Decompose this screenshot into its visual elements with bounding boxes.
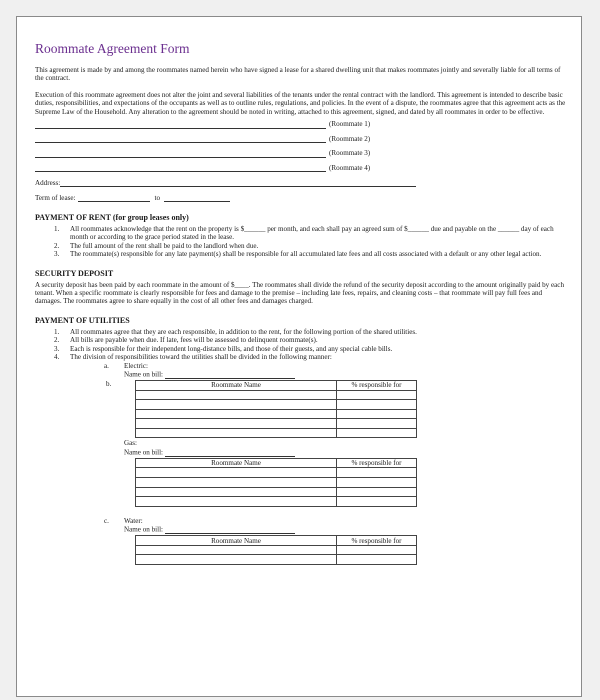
rent-item-3-text: The roommate(s) responsible for any late payment(s) shall be responsible for all accumulated late fees and all costs associated with a default or any other legal action. xyxy=(70,250,542,259)
electric-section xyxy=(35,362,570,379)
water-table xyxy=(135,535,417,565)
table-cell[interactable] xyxy=(337,409,417,419)
utilities-item-2 xyxy=(35,336,570,344)
document-content xyxy=(35,41,570,565)
water-name-label: Name on bill: xyxy=(124,525,164,534)
table-cell[interactable] xyxy=(136,428,337,438)
table-row xyxy=(136,555,417,565)
gas-name-label: Name on bill: xyxy=(124,448,164,457)
rent-item-1-text: All roommates acknowledge that the rent on the property is $______ per month, and each shall pay an agreed sum of $______ due and payable on the ______ day of each month or according to the grace period stated in the lease. xyxy=(70,225,554,242)
security-text: A security deposit has been paid by each roommate in the amount of $____. The roommates shall divide the refund of the security deposit according to the amount originally paid by each tenant. When a specific roommate is clearly responsible for fees and damage to the premise – including late fees, repairs, and cleaning costs – that roommate will pay full fees and damages. The roommates agree to share equally in the cost of all other fees and damages charged. xyxy=(35,280,564,306)
table-row xyxy=(136,409,417,419)
table-row xyxy=(136,545,417,555)
term-row xyxy=(35,187,570,202)
rent-item-3-number: 3. xyxy=(54,250,60,259)
roommate-4-label: (Roommate 4) xyxy=(329,163,371,172)
table-cell[interactable] xyxy=(136,478,337,488)
table-cell[interactable] xyxy=(136,468,337,478)
gas-label: Gas: xyxy=(124,439,138,448)
electric-name-label: Name on bill: xyxy=(124,370,164,379)
utilities-item-2-number: 2. xyxy=(54,336,60,345)
col-roommate-name: Roommate Name xyxy=(136,458,337,468)
b-letter: b. xyxy=(106,379,112,388)
term-end-field[interactable] xyxy=(164,192,230,202)
utilities-item-3-number: 3. xyxy=(54,344,60,353)
security-heading: SECURITY DEPOSIT xyxy=(35,268,114,278)
table-cell[interactable] xyxy=(337,497,417,507)
roommate-4-field[interactable] xyxy=(35,162,326,172)
table-cell[interactable] xyxy=(136,555,337,565)
intro-paragraph-2: Execution of this roommate agreement does not alter the joint and several liabilities of the tenants under the rental contract with the landlord. This agreement is intended to describe basic duties, responsibilities, and expectations of the occupants as well as to outline rules, regulations, and policies. In the event of a dispute, the roommates agree that this agreement acts as the Supreme Law of the Household. Any alteration to the agreement should be noted in writing, attached to this agreement, signed, and dated by all roommates in order to be effective. xyxy=(35,90,566,116)
term-to-label: to xyxy=(154,193,161,202)
table-cell[interactable] xyxy=(337,545,417,555)
table-cell[interactable] xyxy=(136,497,337,507)
water-section xyxy=(35,517,570,534)
table-row xyxy=(136,487,417,497)
roommate-4-row xyxy=(35,158,570,173)
utilities-item-4-text: The division of responsibilities toward the utilities shall be divided in the following manner: xyxy=(70,353,332,362)
electric-name-field[interactable] xyxy=(165,370,295,379)
table-row xyxy=(136,419,417,429)
table-cell[interactable] xyxy=(337,390,417,400)
table-cell[interactable] xyxy=(337,428,417,438)
table-cell[interactable] xyxy=(136,409,337,419)
address-field[interactable] xyxy=(60,177,416,187)
table-cell[interactable] xyxy=(136,545,337,555)
roommate-1-field[interactable] xyxy=(35,119,326,129)
term-start-field[interactable] xyxy=(78,192,150,202)
address-label: Address: xyxy=(35,178,61,187)
document-page xyxy=(16,16,582,697)
roommate-3-label: (Roommate 3) xyxy=(329,149,371,158)
gas-name-row xyxy=(124,448,570,457)
roommate-2-row xyxy=(35,129,570,144)
table-row xyxy=(136,478,417,488)
roommate-3-field[interactable] xyxy=(35,148,326,158)
gas-name-field[interactable] xyxy=(165,448,295,457)
rent-item-2-text: The full amount of the rent shall be paid to the landlord when due. xyxy=(70,241,259,250)
intro-paragraph-1: This agreement is made by and among the roommates named herein who have signed a lease for a shared dwelling unit that makes roommates jointly and severally liable for all terms of the contract. xyxy=(35,66,561,83)
rent-list xyxy=(35,225,570,259)
utilities-item-1 xyxy=(35,328,570,336)
electric-table-wrap xyxy=(35,380,570,439)
rent-item-1-number: 1. xyxy=(54,225,60,234)
page-title: Roommate Agreement Form xyxy=(35,41,190,56)
table-cell[interactable] xyxy=(337,555,417,565)
table-cell[interactable] xyxy=(337,468,417,478)
table-row xyxy=(136,400,417,410)
roommate-2-label: (Roommate 2) xyxy=(329,134,371,143)
table-header-row xyxy=(136,536,417,546)
table-header-row xyxy=(136,458,417,468)
utilities-item-2-text: All bills are payable when due. If late, fees will be assessed to delinquent roommate(s). xyxy=(70,336,318,345)
address-row xyxy=(35,172,570,187)
col-percent: % responsible for xyxy=(337,536,417,546)
col-roommate-name: Roommate Name xyxy=(136,380,337,390)
electric-name-row xyxy=(124,370,570,379)
table-row xyxy=(136,390,417,400)
electric-letter: a. xyxy=(104,361,109,370)
utilities-item-1-text: All roommates agree that they are each responsible, in addition to the rent, for the following portion of the shared utilities. xyxy=(70,327,417,336)
water-letter: c. xyxy=(104,516,109,525)
table-cell[interactable] xyxy=(337,487,417,497)
electric-label: Electric: xyxy=(124,361,149,370)
gas-section xyxy=(35,439,570,456)
table-row xyxy=(136,497,417,507)
roommate-3-row xyxy=(35,143,570,158)
table-cell[interactable] xyxy=(136,419,337,429)
utilities-list xyxy=(35,328,570,362)
utilities-heading: PAYMENT OF UTILITIES xyxy=(35,315,130,325)
gas-table xyxy=(135,458,417,507)
table-header-row xyxy=(136,380,417,390)
rent-item-3 xyxy=(35,250,570,258)
utilities-item-3 xyxy=(35,345,570,353)
roommate-signature-lines xyxy=(35,114,570,172)
rent-item-2 xyxy=(35,242,570,250)
utilities-item-1-number: 1. xyxy=(54,327,60,336)
utilities-item-4 xyxy=(35,353,570,361)
electric-table xyxy=(135,380,417,439)
table-cell[interactable] xyxy=(136,400,337,410)
table-cell[interactable] xyxy=(136,487,337,497)
water-name-row xyxy=(124,525,570,534)
table-row xyxy=(136,468,417,478)
roommate-2-field[interactable] xyxy=(35,133,326,143)
utilities-item-4-number: 4. xyxy=(54,353,60,362)
table-row xyxy=(136,428,417,438)
rent-item-1 xyxy=(35,225,570,242)
col-percent: % responsible for xyxy=(337,458,417,468)
table-cell[interactable] xyxy=(337,400,417,410)
roommate-1-row xyxy=(35,114,570,129)
rent-heading: PAYMENT OF RENT (for group leases only) xyxy=(35,213,189,223)
term-label: Term of lease: xyxy=(35,193,76,202)
rent-item-2-number: 2. xyxy=(54,241,60,250)
water-label: Water: xyxy=(124,516,143,525)
water-name-field[interactable] xyxy=(165,525,295,534)
table-cell[interactable] xyxy=(136,390,337,400)
table-cell[interactable] xyxy=(337,478,417,488)
table-cell[interactable] xyxy=(337,419,417,429)
col-percent: % responsible for xyxy=(337,380,417,390)
utilities-item-3-text: Each is responsible for their independent long-distance bills, and those of their guests, and any special cable bills. xyxy=(70,344,393,353)
roommate-1-label: (Roommate 1) xyxy=(329,120,371,129)
col-roommate-name: Roommate Name xyxy=(136,536,337,546)
